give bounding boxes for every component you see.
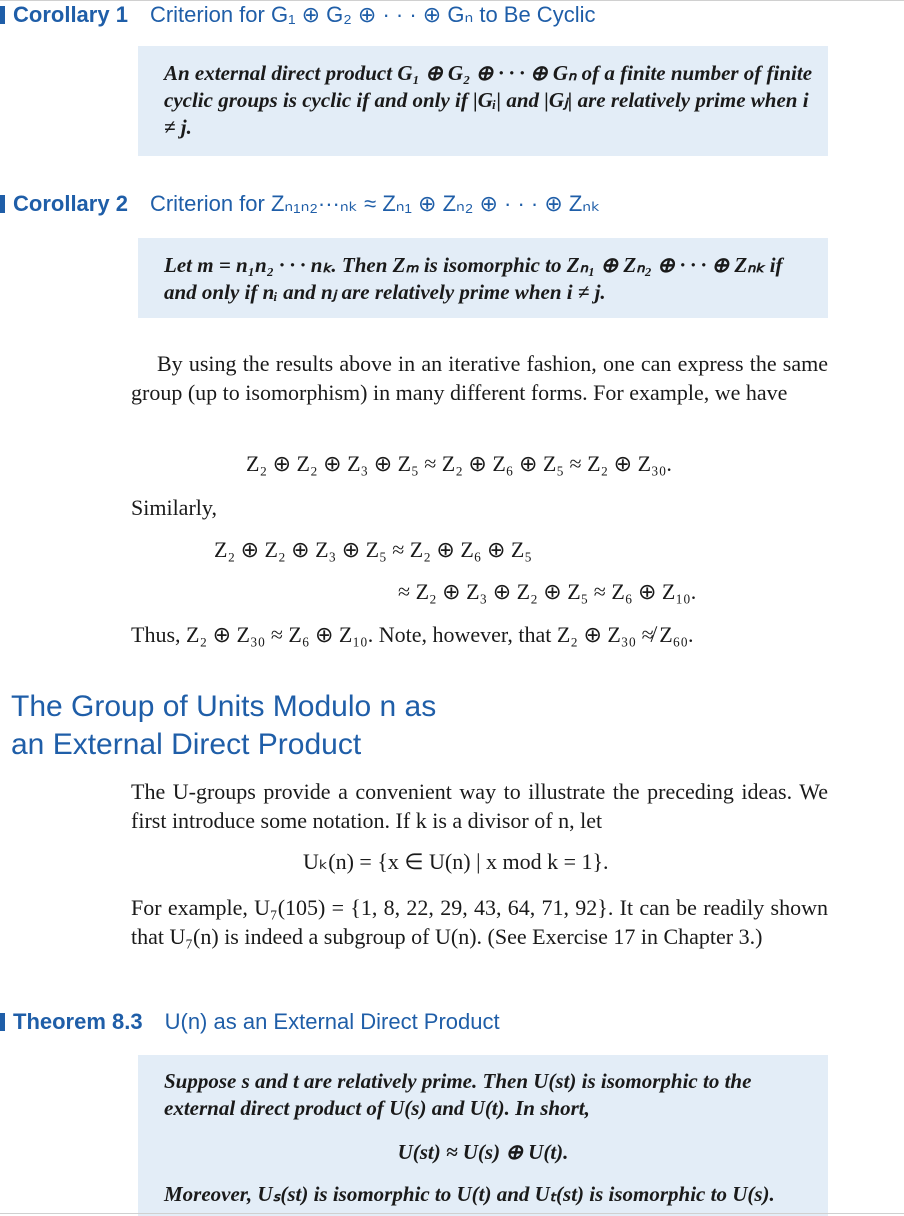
paragraph-2: The U-groups provide a convenient way to illustrate the preceding ideas. We first introduce some notation. If k is a divisor of n, let — [131, 779, 828, 833]
corollary-2-statement: Let m = n₁n₂ · · · nₖ. Then Zₘ is isomorphic to Zₙ₁ ⊕ Zₙ₂ ⊕ · · · ⊕ Zₙₖ if and only if nᵢ and nⱼ are relatively prime when i ≠ j. — [164, 253, 783, 304]
equation-1: Z₂ ⊕ Z₂ ⊕ Z₃ ⊕ Z₅ ≈ Z₂ ⊕ Z₆ ⊕ Z₅ ≈ Z₂ ⊕ Z₃₀. — [246, 451, 672, 476]
heading-bar-icon — [0, 6, 5, 24]
paragraph-3: For example, U₇(105) = {1, 8, 22, 29, 43, 64, 71, 92}. It can be readily shown that U₇(n) is indeed a subgroup of U(n). (See Exercise 17 in Chapter 3.) — [131, 895, 828, 949]
corollary-2-label: Corollary 2 — [13, 191, 128, 216]
section-title-line-2: an External Direct Product — [11, 728, 362, 761]
heading-bar-icon — [0, 195, 5, 213]
definition-equation: Uₖ(n) = {x ∈ U(n) | x mod k = 1}. — [303, 849, 609, 874]
thus-line: Thus, Z₂ ⊕ Z₃₀ ≈ Z₆ ⊕ Z₁₀. Note, however, that Z₂ ⊕ Z₃₀ ≉ Z₆₀. — [131, 622, 694, 647]
section-title-line-1: The Group of Units Modulo n as — [11, 690, 437, 723]
theorem-statement-1: Suppose s and t are relatively prime. Then U(st) is isomorphic to the external direct product of U(s) and U(t). In short, — [164, 1069, 752, 1120]
corollary-2-box — [138, 238, 828, 318]
equation-2-line-1: Z₂ ⊕ Z₂ ⊕ Z₃ ⊕ Z₅ ≈ Z₂ ⊕ Z₆ ⊕ Z₅ — [214, 537, 533, 562]
corollary-2-title: Criterion for Zₙ₁ₙ₂···ₙₖ ≈ Zₙ₁ ⊕ Zₙ₂ ⊕ · · · ⊕ Zₙₖ — [149, 191, 601, 216]
section-title — [11, 688, 436, 764]
similarly-text: Similarly, — [131, 495, 217, 520]
corollary-1-label: Corollary 1 — [13, 2, 128, 27]
corollary-1-statement: An external direct product G₁ ⊕ G₂ ⊕ · · · ⊕ Gₙ of a finite number of finite cyclic groups is cyclic if and only if |Gᵢ| and |Gⱼ| are relatively prime when i ≠ j. — [164, 61, 813, 139]
corollary-1-title: Criterion for G₁ ⊕ G₂ ⊕ · · · ⊕ Gₙ to Be Cyclic — [149, 2, 596, 27]
theorem-equation: U(st) ≈ U(s) ⊕ U(t). — [397, 1140, 569, 1164]
top-rule — [0, 0, 904, 1]
theorem-statement-2: Moreover, Uₛ(st) is isomorphic to U(t) and Uₜ(st) is isomorphic to U(s). — [164, 1182, 775, 1206]
corollary-1-heading — [0, 2, 595, 28]
paragraph-1: By using the results above in an iterative fashion, one can express the same group (up to isomorphism) in many different forms. For example, we have — [131, 351, 828, 405]
theorem-box — [138, 1055, 828, 1216]
theorem-title: U(n) as an External Direct Product — [164, 1009, 500, 1034]
equation-2-line-2: ≈ Z₂ ⊕ Z₃ ⊕ Z₂ ⊕ Z₅ ≈ Z₆ ⊕ Z₁₀. — [398, 579, 697, 604]
theorem-heading — [0, 1009, 500, 1035]
corollary-1-box — [138, 46, 828, 156]
heading-bar-icon — [0, 1013, 5, 1031]
bottom-rule — [0, 1213, 904, 1214]
corollary-2-heading — [0, 191, 600, 217]
theorem-label: Theorem 8.3 — [13, 1009, 143, 1034]
